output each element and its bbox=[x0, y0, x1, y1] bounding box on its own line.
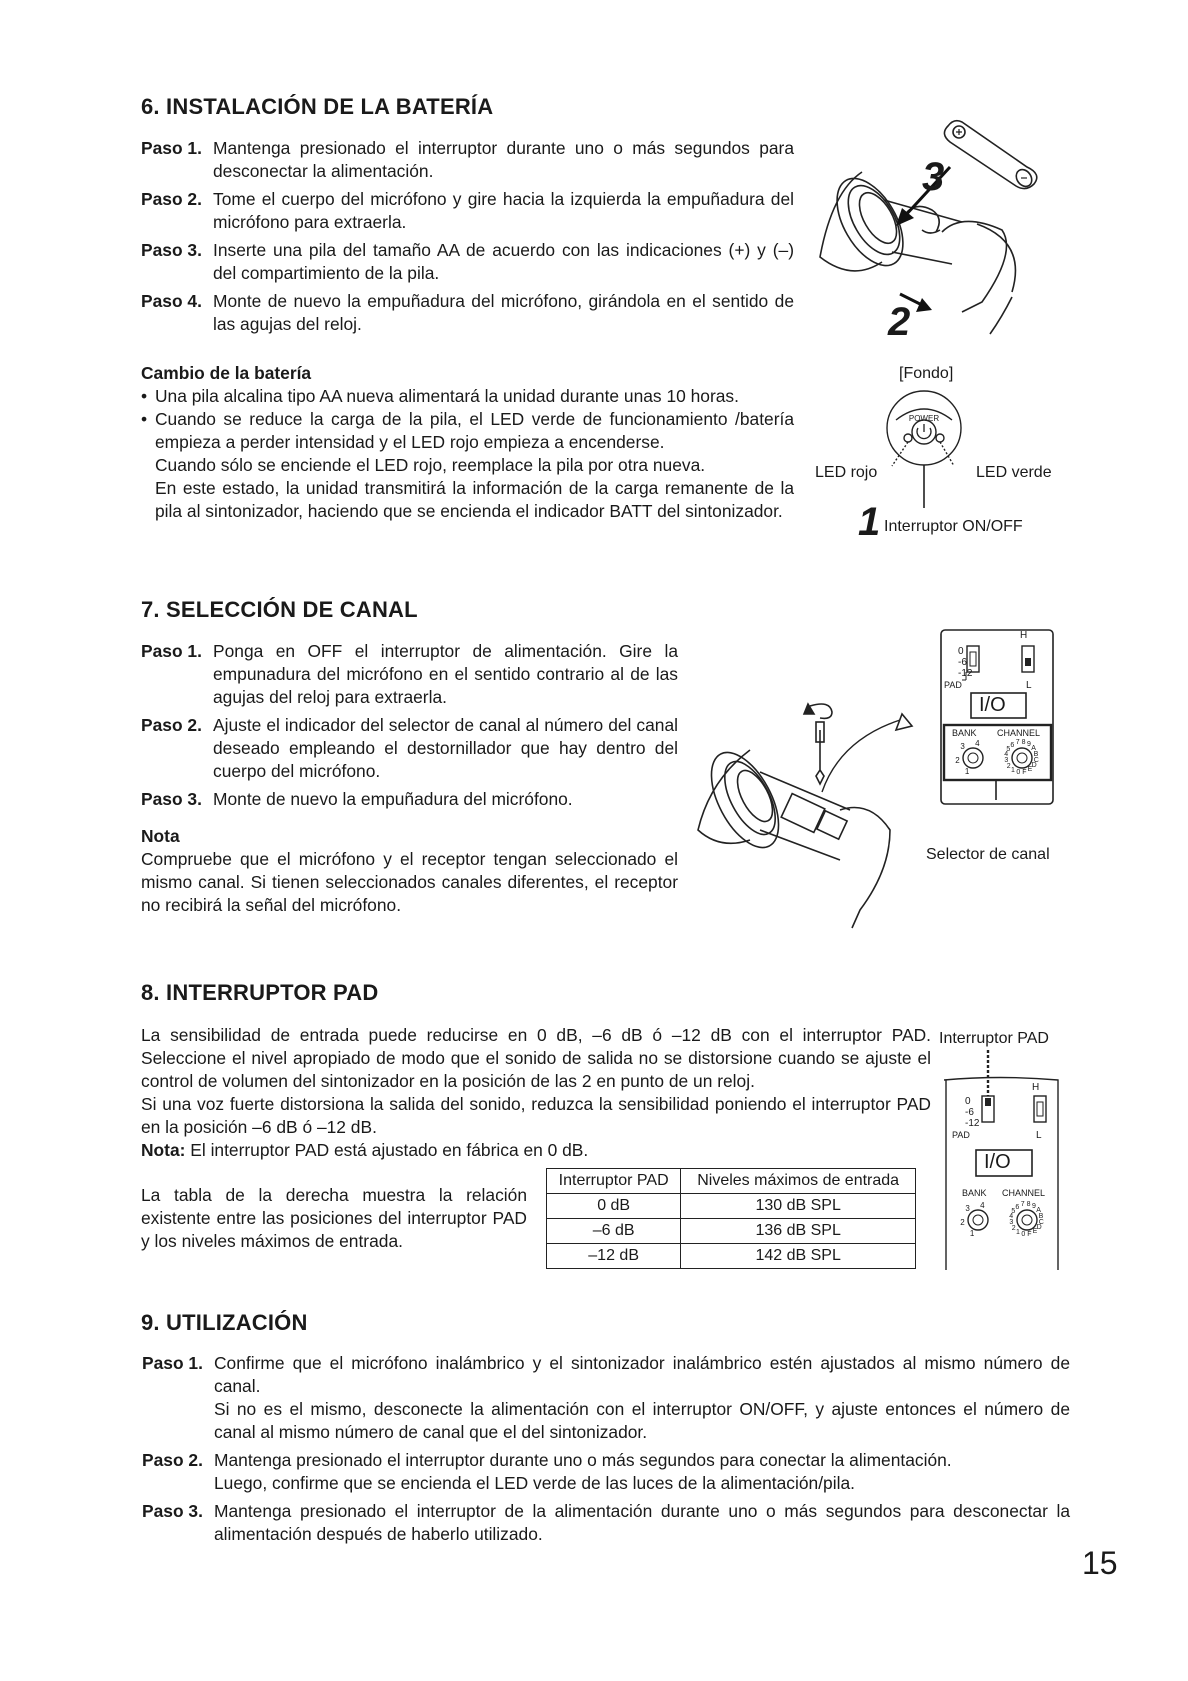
channel-digit: F bbox=[1022, 768, 1027, 776]
battery-change-bullet-1: • Una pila alcalina tipo AA nueva alimentará la unidad durante unas 10 horas. bbox=[141, 385, 794, 408]
channel-digit: 1 bbox=[1015, 1228, 1020, 1236]
section-8-title: 8. INTERRUPTOR PAD bbox=[141, 980, 379, 1005]
panel-channel-label: CHANNEL bbox=[997, 728, 1041, 738]
battery-steps bbox=[141, 137, 794, 341]
channel-panel-figure bbox=[940, 628, 1055, 808]
battery-step-4: Paso 4. Monte de nuevo la empuñadura del micrófono, girándola en el sentido de las agujas del reloj. bbox=[141, 291, 794, 334]
channel-step-2: Paso 2. Ajuste el indicador del selector de canal al número del canal deseado empleando el destornillador que hay dentro del cuerpo del micrófono. bbox=[141, 715, 678, 781]
channel-digit: F bbox=[1027, 1230, 1032, 1238]
usage-step-1: Paso 1. Confirme que el micrófono inalámbrico y el sintonizador inalámbrico estén ajustados al mismo número de canal. Si no es el mismo, desconecte la alimentación con el interruptor ON/OFF, y ajuste entonces el número de canal al mismo número de canal que el del sintonizador. bbox=[142, 1353, 1070, 1442]
panel-pad-levels: 0 -6 -12 bbox=[958, 646, 973, 679]
section-7-title: 7. SELECCIÓN DE CANAL bbox=[141, 597, 418, 622]
table-row: –6 dB 136 dB SPL bbox=[547, 1219, 916, 1244]
battery-change bbox=[141, 362, 794, 523]
channel-step-1: Paso 1. Ponga en OFF el interruptor de alimentación. Gire la empunadura del micrófono en el sentido contrario al de las agujas del reloj para extraerla. bbox=[141, 641, 678, 707]
battery-change-bullet-2: • Cuando se reduce la carga de la pila, el LED verde de funcionamiento /batería empieza a perder intensidad y el LED rojo empieza a encenderse. bbox=[141, 408, 794, 454]
step-number-2: 2 bbox=[888, 300, 911, 344]
channel-digit: 2 bbox=[1011, 1224, 1016, 1232]
bank-digit: 1 bbox=[964, 767, 970, 777]
panel-h-label: H bbox=[1020, 630, 1028, 641]
bank-digit: 2 bbox=[955, 755, 960, 765]
power-led-figure bbox=[812, 362, 1072, 552]
channel-digit: C bbox=[1033, 756, 1039, 764]
channel-digit: 1 bbox=[1010, 766, 1015, 774]
pad-paragraph-1: La sensibilidad de entrada puede reducirse en 0 dB, –6 dB ó –12 dB con el interruptor PAD. Seleccione el nivel apropiado de modo que el sonido de salida no se distorsione cuando se ajuste el control de volumen del sintonizador en la posición de las 2 en punto de un reloj. bbox=[141, 1025, 931, 1091]
step-number-1: 1 bbox=[858, 500, 881, 544]
channel-selector-label: Selector de canal bbox=[926, 846, 1050, 863]
usage-step-2: Paso 2. Mantenga presionado el interruptor durante uno o más segundos para conectar la alimentación. Luego, confirme que se encienda el LED verde de las luces de la alimentación/pila. bbox=[142, 1450, 952, 1493]
channel-mic-figure bbox=[690, 700, 920, 940]
channel-dial-digits bbox=[940, 628, 1055, 808]
channel-digit: D bbox=[1036, 1224, 1042, 1232]
table-header-pad: Interruptor PAD bbox=[547, 1169, 681, 1194]
section-6-title: 6. INSTALACIÓN DE LA BATERÍA bbox=[141, 94, 494, 119]
battery-change-cont-1: Cuando sólo se enciende el LED rojo, reemplace la pila por otra nueva. bbox=[155, 455, 706, 475]
pad-panel-pad-word: PAD bbox=[952, 1130, 970, 1140]
channel-digit: 3 bbox=[1009, 1219, 1014, 1227]
pad-panel-levels: 0 -6 -12 bbox=[965, 1096, 980, 1129]
pad-paragraphs bbox=[141, 1024, 931, 1162]
table-row: 0 dB 130 dB SPL bbox=[547, 1194, 916, 1219]
battery-install-figure bbox=[812, 112, 1072, 342]
bank-digit: 2 bbox=[960, 1217, 965, 1227]
bank-digit: 3 bbox=[960, 741, 965, 751]
pad-panel-figure bbox=[944, 1050, 1059, 1270]
microphone-grip-illustration bbox=[812, 112, 1072, 342]
channel-digit: A bbox=[1036, 1207, 1041, 1215]
pad-panel-channel-digits bbox=[944, 1050, 1059, 1270]
on-off-switch-label: Interruptor ON/OFF bbox=[884, 518, 1023, 535]
pad-panel-channel-label: CHANNEL bbox=[1002, 1188, 1046, 1198]
usage-step-3: Paso 3. Mantenga presionado el interruptor de la alimentación durante uno o más segundos para desconectar la alimentación después de haberlo utilizado. bbox=[142, 1501, 1070, 1544]
battery-change-cont-2: En este estado, la unidad transmitirá la información de la carga remanente de la pila al sintonizador, haciendo que se encienda el indicador BATT del sintonizador. bbox=[155, 478, 794, 521]
channel-digit: 8 bbox=[1026, 1201, 1031, 1209]
power-text: POWER bbox=[908, 414, 940, 423]
channel-digit: B bbox=[1033, 750, 1039, 758]
channel-digit: 4 bbox=[1004, 751, 1009, 759]
channel-digit: 0 bbox=[1016, 768, 1021, 776]
channel-digit: 9 bbox=[1032, 1203, 1036, 1211]
pad-levels-table bbox=[546, 1168, 916, 1269]
led-red-label: LED rojo bbox=[815, 464, 878, 481]
bank-digit: 4 bbox=[975, 738, 980, 748]
section-9-title: 9. UTILIZACIÓN bbox=[141, 1310, 308, 1335]
channel-digit: A bbox=[1031, 745, 1036, 753]
channel-digit: B bbox=[1038, 1212, 1044, 1220]
panel-pad-word: PAD bbox=[944, 680, 962, 690]
battery-step-2: Paso 2. Tome el cuerpo del micrófono y gire hacia la izquierda la empuñadura del micrófono para extraerla. bbox=[141, 189, 794, 232]
bank-digit: 3 bbox=[965, 1203, 970, 1213]
pad-panel-l-label: L bbox=[1036, 1130, 1042, 1141]
bottom-view-label: [Fondo] bbox=[899, 365, 954, 382]
channel-digit: 3 bbox=[1004, 757, 1009, 765]
channel-digit: 5 bbox=[1011, 1207, 1016, 1215]
panel-io-label: I/O bbox=[979, 694, 1006, 716]
bank-digit: 1 bbox=[969, 1229, 975, 1239]
channel-digit: 6 bbox=[1010, 741, 1015, 749]
pad-panel-h-label: H bbox=[1032, 1082, 1040, 1093]
panel-bank-label: BANK bbox=[952, 728, 977, 738]
channel-steps bbox=[141, 640, 678, 917]
pad-switch-label: Interruptor PAD bbox=[939, 1030, 1049, 1047]
pad-paragraph-2: Si una voz fuerte distorsiona la salida del sonido, reduzca la sensibilidad poniendo el interruptor PAD en la posición –6 dB ó –12 dB. bbox=[141, 1094, 931, 1137]
battery-step-3: Paso 3. Inserte una pila del tamaño AA de acuerdo con las indicaciones (+) y (–) del compartimiento de la pila. bbox=[141, 240, 794, 283]
channel-note-text: Compruebe que el micrófono y el receptor tengan seleccionado el mismo canal. Si tienen seleccionados canales diferentes, el receptor no recibirá la señal del micrófono. bbox=[141, 849, 678, 915]
table-header-levels: Niveles máximos de entrada bbox=[681, 1169, 916, 1194]
led-green-label: LED verde bbox=[976, 464, 1052, 481]
channel-digit: 6 bbox=[1015, 1203, 1020, 1211]
mic-body-illustration bbox=[690, 700, 920, 940]
panel-l-label: L bbox=[1026, 680, 1032, 691]
page-number: 15 bbox=[1082, 1545, 1118, 1581]
usage-steps bbox=[142, 1352, 1070, 1551]
channel-digit: C bbox=[1038, 1218, 1044, 1226]
channel-digit: 0 bbox=[1021, 1230, 1026, 1238]
pad-panel-io-label: I/O bbox=[984, 1151, 1011, 1173]
battery-change-heading: Cambio de la batería bbox=[141, 363, 312, 383]
table-row: –12 dB 142 dB SPL bbox=[547, 1244, 916, 1269]
pad-panel-bank-label: BANK bbox=[962, 1188, 987, 1198]
channel-digit: D bbox=[1031, 762, 1037, 770]
step-number-3: 3 bbox=[922, 155, 945, 199]
battery-step-1: Paso 1. Mantenga presionado el interruptor durante uno o más segundos para desconectar la alimentación. bbox=[141, 138, 794, 181]
channel-digit: E bbox=[1027, 766, 1033, 774]
channel-step-3: Paso 3. Monte de nuevo la empuñadura del micrófono. bbox=[141, 789, 573, 809]
pad-note: Nota: El interruptor PAD está ajustado en fábrica en 0 dB. bbox=[141, 1140, 589, 1160]
channel-digit: 9 bbox=[1027, 741, 1031, 749]
channel-digit: E bbox=[1032, 1228, 1038, 1236]
bank-digit: 4 bbox=[980, 1200, 985, 1210]
channel-digit: 2 bbox=[1006, 762, 1011, 770]
pad-table-intro: La tabla de la derecha muestra la relación existente entre las posiciones del interruptor PAD y los niveles máximos de entrada. bbox=[141, 1185, 527, 1251]
channel-digit: 5 bbox=[1006, 745, 1011, 753]
channel-digit: 7 bbox=[1015, 739, 1020, 747]
channel-note-heading: Nota bbox=[141, 826, 180, 846]
channel-digit: 8 bbox=[1021, 739, 1026, 747]
channel-digit: 4 bbox=[1009, 1213, 1014, 1221]
channel-digit: 7 bbox=[1020, 1201, 1025, 1209]
